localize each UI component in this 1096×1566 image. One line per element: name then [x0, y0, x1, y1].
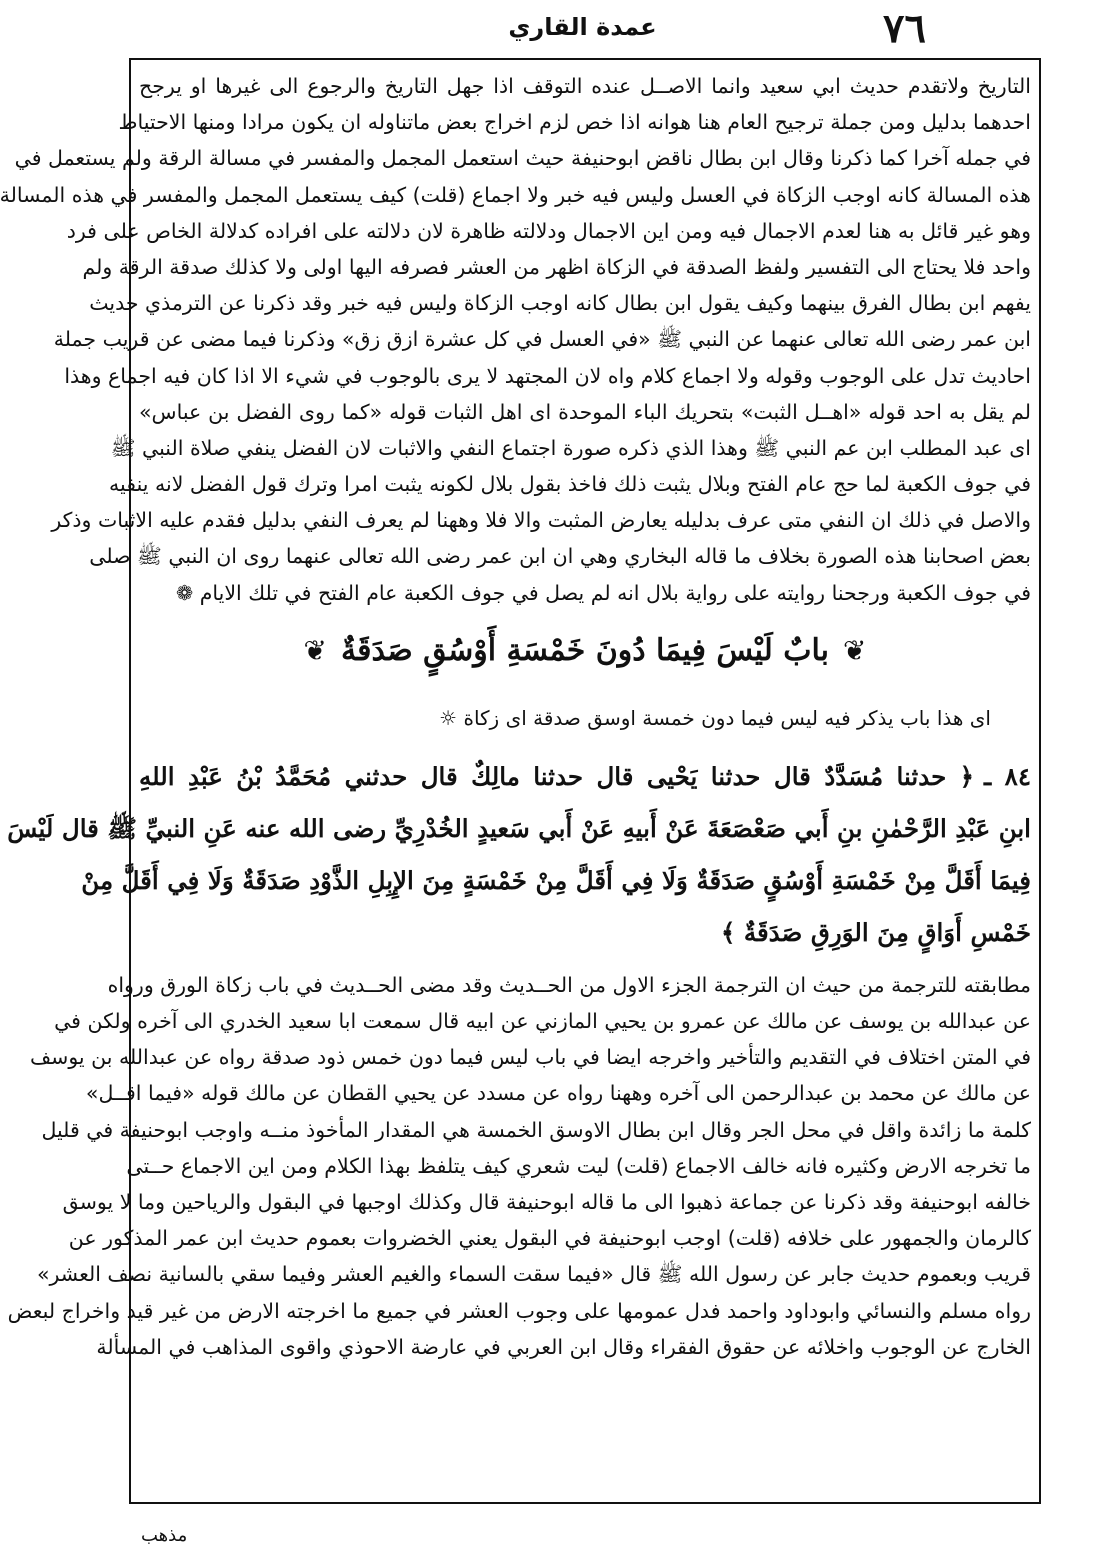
text-line: واحد فلا يحتاج الى التفسير ولفظ الصدقة في الزكاة اظهر من العشر فصرفه اليها اولى ولا كذلك صدقة الرقة ولم: [82, 254, 1031, 279]
ornament-icon: ❦: [842, 633, 867, 667]
commentary-text: [7, 963, 1031, 1365]
hadith-line: [139, 751, 1031, 803]
hadith-line: خَمْسِ أَوَاقٍ مِنَ الوَرِقِ صَدَقَةٌ ﴾: [720, 917, 1031, 947]
text-line: بعض اصحابنا هذه الصورة بخلاف ما قاله البخاري وهي ان ابن عمر رضى الله تعالى عنهما روى ان النبي ﷺ صلى: [89, 544, 1031, 569]
text-line: هذه المسالة كانه اوجب الزكاة في العسل وليس فيه خبر ولا اجماع (قلت) كيف يستعمل المجمل والمفسر في هذه المسالة: [0, 182, 1031, 207]
chapter-title: بابٌ لَيْسَ فِيمَا دُونَ خَمْسَةِ أَوْسُقٍ صَدَقَةٌ: [341, 632, 829, 668]
text-line: في جوف الكعبة لما حج عام الفتح وبلال يثبت ذلك فاخذ بقول بلال لكونه يثبت امرا وترك قول الفضل لانه ينفيه: [109, 472, 1031, 497]
text-line: في المتن اختلاف في التقديم والتأخير واخرجه ايضا في باب ليس فيما دون خمس ذود صدقة رواه عن عبدالله بن يوسف: [29, 1045, 1031, 1070]
ornament-icon: ❦: [303, 633, 328, 667]
text-line: اى عبد المطلب ابن عم النبي ﷺ وهذا الذي ذكره صورة اجتماع النفي والاثبات لان الفضل ينفي صلاة النبي ﷺ: [110, 435, 1031, 460]
text-line: يفهم ابن بطال الفرق بينهما وكيف يقول ابن بطال كانه اوجب الزكاة وليس فيه خبر وقد ذكرنا عن الترمذي حديث: [89, 291, 1031, 316]
text-line: كلمة ما زائدة واقل في محل الجر وقال ابن بطال الاوسق الخمسة هي المقدار المأخوذ منــه واوجب ابوحنيفة في قليل: [41, 1117, 1031, 1142]
text-line: احاديث تدل على الوجوب وقوله ولا اجماع كلام واه لان المجتهد لا يرى بالوجوب في شيء الا اذا كان فيه اجماع وهذا: [64, 363, 1031, 388]
text-line: في جوف الكعبة ورجحنا روايته على رواية بلال انه لم يصل في جوف الكعبة عام الفتح في تلك الايام ❁: [176, 580, 1031, 605]
text-line: والاصل في ذلك ان النفي متى عرف بدليله يعارض المثبت والا فلا وههنا لم يعرف النفي بدليل فقدم عليه الاثبات وذكر: [51, 508, 1031, 533]
text-line: ابن عمر رضى الله تعالى عنهما عن النبي ﷺ «في العسل في كل عشرة ازق زق» وذكرنا فيما مضى عن قريب جملة: [53, 327, 1031, 352]
text-line: احدهما بدليل ومن جملة ترجيح العام هنا هوانه اذا خص لزم اخراج بعض ماتناوله ان يكون مرادا ومنها الاحتياط: [118, 110, 1031, 135]
running-title: عمدة القاري: [508, 13, 657, 41]
catchword: مذهب: [141, 1525, 188, 1546]
text-line: عن مالك عن محمد بن عبدالرحمن الى آخره وههنا رواه عن مسدد عن يحيي القطان عن مالك قوله «فيما اقــل»: [85, 1081, 1031, 1106]
text-line: رواه مسلم والنسائي وابوداود واحمد فدل عمومها على وجوب العشر في جميع ما اخرجته الارض من غير قيد واخراج لبعض: [7, 1298, 1031, 1323]
text-line: قريب وبعموم حديث جابر عن رسول الله ﷺ قال «فيما سقت السماء والغيم العشر وفيما سقي بالسانية نصف العشر»: [36, 1262, 1031, 1287]
page-number: ٧٦: [883, 5, 926, 52]
hadith-text: [7, 745, 1031, 963]
hadith-line: فِيمَا أَقَلَّ مِنْ خَمْسَةِ أَوْسُقٍ صَدَقَةٌ وَلَا فِي أَقَلَّ مِنْ خَمْسَةٍ مِنَ الإِبِلِ الذَّوْدِ صَدَقَةٌ وَلَا فِي أَقَلَّ مِنْ: [81, 865, 1031, 895]
text-line: الخارج عن الوجوب واخلائه عن حقوق الفقراء وقال ابن العربي في عارضة الاحوذي واقوى المذاهب في المسألة: [96, 1334, 1031, 1359]
text-line: في جمله آخرا كما ذكرنا وقال ابن بطال ناقض ابوحنيفة حيث استعمل المجمل والمفسر في مسالة الرقة ولم يستعمل في: [14, 146, 1031, 171]
text-line: التاريخ ولاتقدم حديث ابي سعيد وانما الاصــل عنده التوقف اذا جهل التاريخ والرجوع الى غيرها او يرجح: [139, 74, 1031, 98]
hadith-line-text: ﴿ حدثنا مُسَدَّدٌ قال حدثنا يَحْيى قال حدثنا مالِكٌ قال حدثني مُحَمَّدُ بْنُ عَبْدِ اللهِ: [139, 761, 975, 791]
text-frame: [0, 58, 1041, 1504]
hadith-line: ابنِ عَبْدِ الرَّحْمٰنِ بنِ أَبي صَعْصَعَةَ عَنْ أَبيهِ عَنْ أَبي سَعيدٍ الخُدْرِيِّ رضى الله عنه عَنِ النبيِّ ﷺ قال لَيْسَ: [7, 813, 1031, 843]
body-text: [0, 68, 1031, 611]
text-line: عن عبدالله بن يوسف عن مالك عن عمرو بن يحيي المازني عن ابيه قال سمعت ابا سعيد الخدري الى آخره ولكن في: [54, 1009, 1031, 1033]
text-line: وهو غير قائل به هنا لعدم الاجمال فيه ومن اين الاجمال ودلالته ظاهرة لان دلالته على افراده كدلالة الخاص على فرد: [66, 218, 1031, 243]
text-line: مطابقته للترجمة من حيث ان الترجمة الجزء الاول من الحــديث وقد مضى الحــديث في باب زكاة الورق ورواه: [107, 972, 1031, 997]
chapter-gloss: اى هذا باب يذكر فيه ليس فيما دون خمسة اوسق صدقة اى زكاة ☼: [439, 705, 991, 730]
text-line: كالرمان والجمهور على خلافه (قلت) اوجب ابوحنيفة في البقول يعني الخضروات بعموم حديث ابن عمر المذكور عن: [68, 1226, 1031, 1251]
text-line: ما تخرجه الارض وكثيره فانه خالف الاجماع (قلت) ليت شعري كيف يتلفظ بهذا الكلام ومن اين الاجماع حــتى: [126, 1153, 1031, 1178]
text-line: لم يقل به احد قوله «اهــل الثبت» بتحريك الباء الموحدة اى اهل الثبات قوله «كما روى الفضل بن عباس»: [139, 399, 1031, 424]
hadith-number: ٨٤ ـ: [984, 761, 1031, 791]
text-line: خالفه ابوحنيفة وقد ذكرنا عن جماعة ذهبوا الى ما قاله ابوحنيفة قال وكذلك اوجبها في البقول والرياحين وما لا يوسق: [62, 1189, 1031, 1214]
page-header: [109, 6, 1056, 52]
chapter-heading: [139, 611, 1031, 691]
